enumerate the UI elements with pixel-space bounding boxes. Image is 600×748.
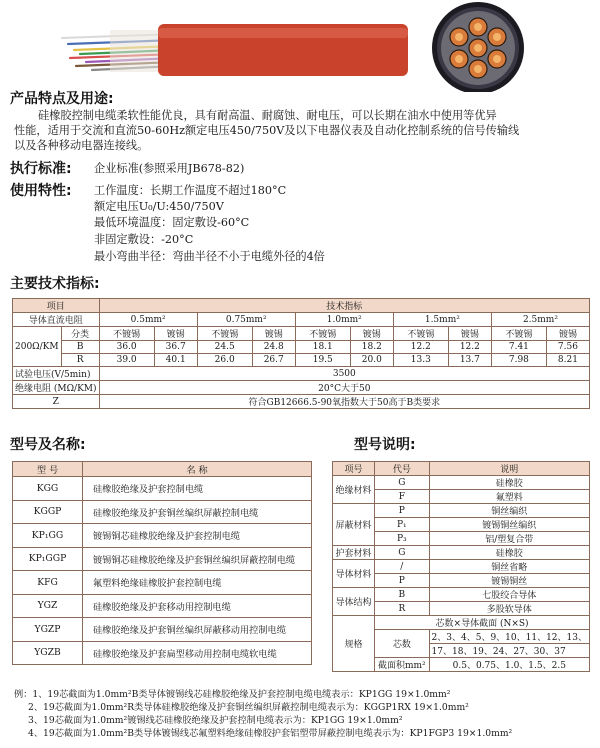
table-row xyxy=(13,594,312,618)
tech-conductor-label: 导体直流电阻 xyxy=(13,313,100,327)
desc-table xyxy=(332,461,590,672)
desc-code: R xyxy=(375,602,429,616)
sub-plain: 不镀锡 xyxy=(491,327,546,341)
size-col: 1.5mm² xyxy=(393,313,491,327)
desc-note: 铜丝省略 xyxy=(429,560,589,574)
sub-plain: 不镀锡 xyxy=(99,327,154,341)
usage-line-3: 最低环境温度：固定敷设-60°C xyxy=(94,216,250,229)
tech-item-header: 项目 xyxy=(13,299,100,313)
desc-note: 七股绞合导体 xyxy=(429,588,589,602)
table-row xyxy=(13,500,312,524)
model-name: 硅橡胶绝缘及护套扁型移动用控制电缆软电缆 xyxy=(83,641,312,665)
sub-tin: 镀锡 xyxy=(546,327,589,341)
area-label: 截面积mm² xyxy=(375,658,429,672)
features-line-2: 性能，适用于交流和直流50-60Hz额定电压450/750V及以下电器仪表及自动化控制系统的信号传输线 xyxy=(14,124,520,137)
model-name: 硅橡胶绝缘及护套移动用控制电缆 xyxy=(83,594,312,618)
test-voltage-value: 3500 xyxy=(99,367,589,381)
sub-tin: 镀锡 xyxy=(448,327,491,341)
usage-line-1: 工作温度：长期工作温度不超过180°C xyxy=(94,184,287,197)
value-cell: 18.1 xyxy=(295,341,350,354)
models-title: 型号及名称: xyxy=(10,437,86,453)
value-cell: 36.0 xyxy=(99,341,154,354)
item-col-header: 项号 xyxy=(333,462,375,476)
value-cell: 26.0 xyxy=(197,354,252,367)
resist-row-r xyxy=(13,354,590,367)
desc-note: 铜丝编织 xyxy=(429,504,589,518)
standard-text: 企业标准(参照采用JB678-82) xyxy=(94,162,245,175)
insulation-resistance-label: 绝缘电阻 (MΩ/KM) xyxy=(13,381,100,395)
desc-item: 导体结构 xyxy=(333,588,375,616)
table-row xyxy=(13,641,312,665)
code-col-header: 代号 xyxy=(375,462,429,476)
table-row xyxy=(13,571,312,595)
model-table xyxy=(12,461,312,665)
example-line: 2、19芯截面为1.0mm²R类导体硅橡胶绝缘及护套铜丝编织屏蔽控制电缆表示为：KGGP1RX 19×1.0mm² xyxy=(28,702,469,713)
model-name: 硅橡胶绝缘及护套控制电缆 xyxy=(83,477,312,501)
table-row xyxy=(13,618,312,642)
model-code: KP₁GG xyxy=(13,524,83,548)
usage-line-2: 额定电压U₀/U:450/750V xyxy=(94,200,224,213)
note-col-header: 说明 xyxy=(429,462,589,476)
usage-line-4: 非固定敷设：-20°C xyxy=(94,233,194,246)
model-name: 镀锡铜芯硅橡胶绝缘及护套铜丝编织屏蔽控制电缆 xyxy=(83,547,312,571)
value-cell: 39.0 xyxy=(99,354,154,367)
example-line: 例：1、19芯截面为1.0mm²B类导体镀锡线芯硅橡胶绝缘及护套控制电缆电缆表示：KP1GG 19×1.0mm² xyxy=(14,689,451,700)
model-name: 氟塑料绝缘硅橡胶护套控制电缆 xyxy=(83,571,312,595)
value-cell: 24.5 xyxy=(197,341,252,354)
size-col: 1.0mm² xyxy=(295,313,393,327)
value-cell: 7.98 xyxy=(491,354,546,367)
cores-label: 芯数 xyxy=(375,630,429,658)
value-cell: 7.41 xyxy=(491,341,546,354)
value-cell: 8.21 xyxy=(546,354,589,367)
desc-code: G xyxy=(375,476,429,490)
model-name: 镀锡铜芯硅橡胶绝缘及护套控制电缆 xyxy=(83,524,312,548)
size-col: 0.75mm² xyxy=(197,313,295,327)
cores-line-1: 2、3、4、5、9、10、11、12、13、 xyxy=(429,630,589,644)
model-code: KFG xyxy=(13,571,83,595)
value-cell: 13.7 xyxy=(448,354,491,367)
tech-index-header: 技术指标 xyxy=(99,299,589,313)
value-cell: 13.3 xyxy=(393,354,448,367)
model-code: YGZB xyxy=(13,641,83,665)
tech-spec-table xyxy=(12,298,590,409)
model-code: KGGP xyxy=(13,500,83,524)
desc-note: 硅橡胶 xyxy=(429,546,589,560)
model-name: 硅橡胶绝缘及护套铜丝编织屏蔽移动用控制电缆 xyxy=(83,618,312,642)
sub-plain: 不镀锡 xyxy=(295,327,350,341)
value-cell: 26.7 xyxy=(252,354,295,367)
value-cell: 36.7 xyxy=(154,341,197,354)
desc-code: P₃ xyxy=(375,532,429,546)
model-code: YGZP xyxy=(13,618,83,642)
desc-item: 屏蔽材料 xyxy=(333,504,375,546)
usage-title: 使用特性: xyxy=(10,183,72,199)
resist-row-b xyxy=(13,341,590,354)
cable-cross-section xyxy=(432,2,524,92)
usage-line-5: 最小弯曲半径：弯曲半径不小于电缆外径的4倍 xyxy=(94,250,325,263)
desc-code: P₁ xyxy=(375,518,429,532)
value-cell: 12.2 xyxy=(393,341,448,354)
test-voltage-label: 试验电压(V/5min) xyxy=(13,367,100,381)
class-cell: R xyxy=(61,354,99,367)
resist-label: 200Ω/KM xyxy=(13,327,62,367)
class-cell: B xyxy=(61,341,99,354)
value-cell: 40.1 xyxy=(154,354,197,367)
features-title: 产品特点及用途: xyxy=(10,91,114,107)
features-line-1: 硅橡胶控制电缆柔软性能优良，具有耐高温、耐腐蚀、耐电压，可以长期在油水中使用等优异 xyxy=(38,109,497,122)
class-label: 分类 xyxy=(61,327,99,341)
model-code: KGG xyxy=(13,477,83,501)
cores-line-2: 17、18、19、24、27、30、37 xyxy=(429,644,589,658)
z-value: 符合GB12666.5-90氧指数大于50高于B类要求 xyxy=(99,395,589,409)
sub-tin: 镀锡 xyxy=(154,327,197,341)
value-cell: 7.56 xyxy=(546,341,589,354)
table-row xyxy=(13,524,312,548)
desc-note: 镀锡铜丝编织 xyxy=(429,518,589,532)
size-col: 2.5mm² xyxy=(491,313,589,327)
z-label: Z xyxy=(13,395,100,409)
spec-header: 芯数×导体截面 (N×S) xyxy=(375,616,590,630)
table-row xyxy=(13,547,312,571)
desc-code: P xyxy=(375,504,429,518)
desc-code: B xyxy=(375,588,429,602)
standard-title: 执行标准: xyxy=(10,161,72,177)
size-col: 0.5mm² xyxy=(99,313,197,327)
example-line: 3、19芯截面为1.0mm²镀锡线芯硅橡胶绝缘及护套控制电缆表示为：KP1GG 19×1.0mm² xyxy=(28,715,403,726)
model-code: YGZ xyxy=(13,594,83,618)
value-cell: 20.0 xyxy=(350,354,393,367)
value-cell: 12.2 xyxy=(448,341,491,354)
value-cell: 24.8 xyxy=(252,341,295,354)
model-code: KP₁GGP xyxy=(13,547,83,571)
value-cell: 19.5 xyxy=(295,354,350,367)
desc-code: G xyxy=(375,546,429,560)
desc-title: 型号说明: xyxy=(354,437,416,453)
desc-item: 绝缘材料 xyxy=(333,476,375,504)
shield-braid xyxy=(110,30,160,72)
tech-title: 主要技术指标: xyxy=(10,276,100,292)
cable-illustration xyxy=(0,0,600,92)
examples-block xyxy=(14,688,594,740)
insulation-resistance-value: 20°C大于50 xyxy=(99,381,589,395)
sub-tin: 镀锡 xyxy=(350,327,393,341)
model-name: 硅橡胶绝缘及护套铜丝编织屏蔽控制电缆 xyxy=(83,500,312,524)
example-line: 4、19芯截面为1.0mm²B类导体镀锡线芯氟塑料绝缘硅橡胶护套铝塑带屏蔽控制电缆表示为：KP1FGP3 19×1.0mm² xyxy=(28,728,513,739)
desc-code: F xyxy=(375,490,429,504)
desc-item: 导体材料 xyxy=(333,560,375,588)
desc-note: 氟塑料 xyxy=(429,490,589,504)
table-row xyxy=(13,477,312,501)
value-cell: 18.2 xyxy=(350,341,393,354)
sub-plain: 不镀锡 xyxy=(393,327,448,341)
spec-item: 规格 xyxy=(333,616,375,672)
desc-note: 多股软导体 xyxy=(429,602,589,616)
name-col-header: 名 称 xyxy=(83,462,312,477)
desc-note: 铝/塑复合带 xyxy=(429,532,589,546)
model-col-header: 型 号 xyxy=(13,462,83,477)
area-values: 0.5、0.75、1.0、1.5、2.5 xyxy=(429,658,589,672)
desc-code: / xyxy=(375,560,429,574)
desc-item: 护套材料 xyxy=(333,546,375,560)
sub-tin: 镀锡 xyxy=(252,327,295,341)
features-line-3: 以及各种移动电器连接线。 xyxy=(14,139,149,152)
desc-note: 镀锡铜丝 xyxy=(429,574,589,588)
desc-note: 硅橡胶 xyxy=(429,476,589,490)
sub-plain: 不镀锡 xyxy=(197,327,252,341)
desc-code: P xyxy=(375,574,429,588)
